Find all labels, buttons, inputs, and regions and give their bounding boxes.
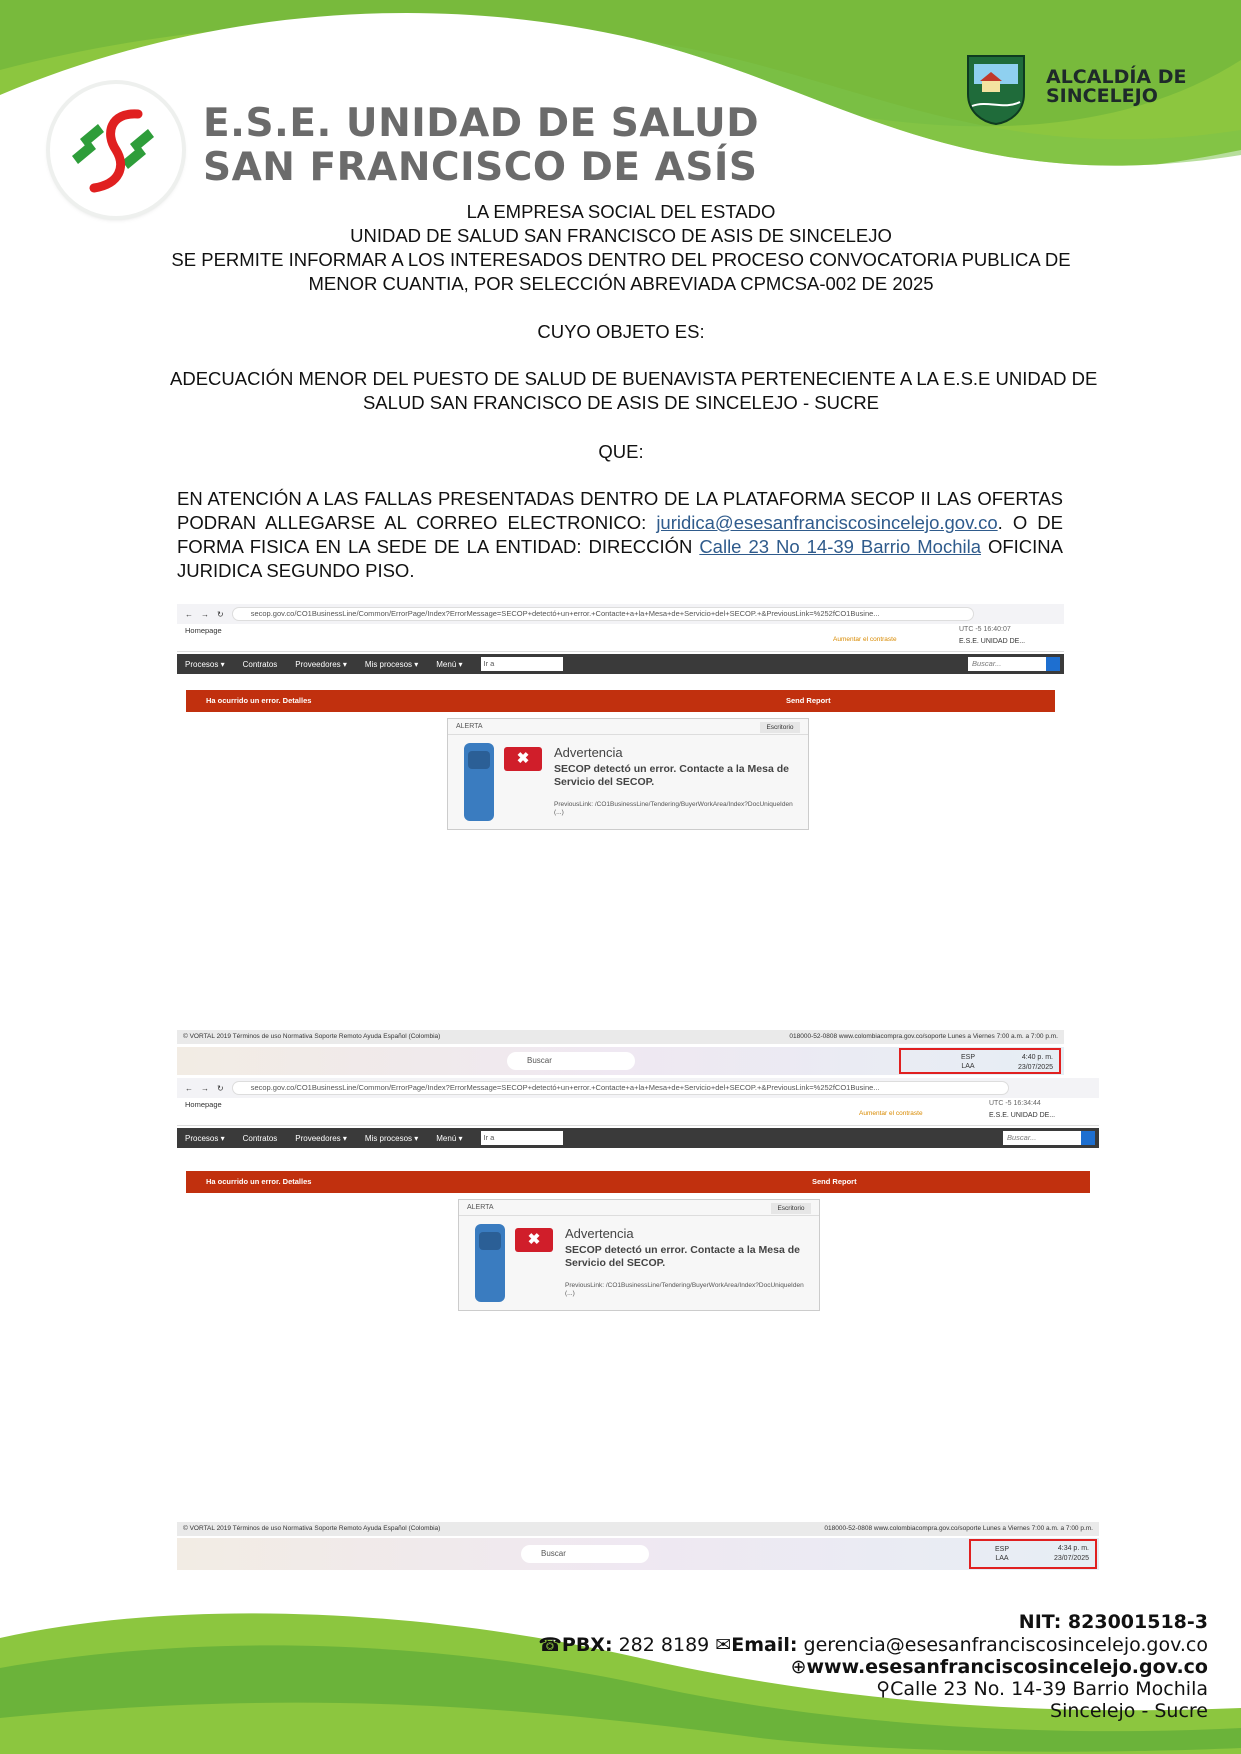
email-value[interactable]: gerencia@esesanfranciscosincelejo.gov.co bbox=[803, 1634, 1208, 1656]
nav-processes[interactable]: Procesos ▾ bbox=[185, 1133, 225, 1143]
nav-my-processes[interactable]: Mis procesos ▾ bbox=[364, 659, 419, 669]
browser-toolbar bbox=[177, 1078, 1099, 1098]
title-block bbox=[170, 200, 1072, 296]
pbx-value: 282 8189 bbox=[618, 1634, 710, 1656]
browser-toolbar bbox=[177, 604, 1064, 624]
send-report-link[interactable]: Send Report bbox=[812, 1177, 857, 1186]
notice-paragraph bbox=[177, 487, 1063, 583]
secop-error-screenshot-2 bbox=[177, 1078, 1099, 1572]
back-icon[interactable]: ← bbox=[185, 609, 193, 619]
org-name-line2: SAN FRANCISCO DE ASÍS bbox=[203, 145, 758, 190]
windows-taskbar bbox=[177, 1538, 1099, 1570]
object-line: SALUD SAN FRANCISCO DE ASIS DE SINCELEJO - SUCRE bbox=[362, 392, 880, 413]
goto-select[interactable]: Ir a bbox=[481, 657, 563, 671]
alert-title: Advertencia bbox=[554, 745, 623, 760]
address-link[interactable]: Calle 23 No 14-39 Barrio Mochila bbox=[699, 536, 981, 557]
system-tray[interactable] bbox=[969, 1539, 1097, 1569]
footer-city: Sincelejo - Sucre bbox=[1050, 1700, 1208, 1722]
homepage-image[interactable]: Homepage bbox=[185, 1100, 222, 1109]
reload-icon[interactable]: ↻ bbox=[217, 609, 224, 619]
title-line: MENOR CUANTIA, POR SELECCIÓN ABREVIADA CPMCSA-002 DE 2025 bbox=[308, 273, 934, 294]
tray-time: 4:40 p. m. bbox=[1021, 1054, 1053, 1061]
reload-icon[interactable]: ↻ bbox=[217, 1083, 224, 1093]
secop-footer bbox=[177, 1030, 1064, 1044]
nav-contracts[interactable]: Contratos bbox=[242, 659, 278, 669]
secop-top-bar bbox=[177, 1098, 1099, 1126]
pbx-label: PBX: bbox=[561, 1634, 613, 1656]
email-icon: ✉ bbox=[715, 1634, 732, 1656]
homepage-image[interactable]: Homepage bbox=[185, 626, 222, 635]
back-icon[interactable]: ← bbox=[185, 1083, 193, 1093]
forward-icon[interactable]: → bbox=[201, 1083, 209, 1093]
alert-box bbox=[447, 718, 809, 830]
footer-address-line bbox=[876, 1678, 1208, 1700]
address-bar[interactable]: secop.gov.co/CO1BusinessLine/Common/ErrorPage/Index?ErrorMessage=SECOP+detectó+un+error.+Contacte+a+la+Mesa+de+Servicio+del+SECOP.+&PreviousLink=%252fCO1Busine... bbox=[232, 607, 974, 621]
nav-menu[interactable]: Menú ▾ bbox=[436, 659, 463, 669]
email-label: Email: bbox=[731, 1634, 798, 1656]
taskbar-search[interactable]: Buscar bbox=[507, 1052, 635, 1070]
nav-contracts[interactable]: Contratos bbox=[242, 1133, 278, 1143]
tray-date: 23/07/2025 bbox=[1017, 1064, 1053, 1071]
nav-menu[interactable]: Menú ▾ bbox=[436, 1133, 463, 1143]
alert-tag: Escritorio bbox=[760, 722, 800, 733]
tray-time: 4:34 p. m. bbox=[1057, 1545, 1089, 1552]
globe-icon: ⊕ bbox=[790, 1656, 807, 1678]
send-report-link[interactable]: Send Report bbox=[786, 696, 831, 705]
ese-logo-icon bbox=[50, 84, 182, 216]
utc-time: UTC -5 16:34:44 bbox=[989, 1100, 1041, 1107]
footer-support: 018000-52-0808 www.colombiacompra.gov.co/soporte Lunes a Viernes 7:00 a.m. a 7:00 p.m. bbox=[824, 1525, 1093, 1532]
nav-suppliers[interactable]: Proveedores ▾ bbox=[295, 1133, 347, 1143]
alert-message: SECOP detectó un error. Contacte a la Mesa de Servicio del SECOP. bbox=[554, 763, 789, 788]
footer-nit: NIT: 823001518-3 bbox=[1018, 1611, 1208, 1633]
forward-icon[interactable]: → bbox=[201, 609, 209, 619]
object-line: ADECUACIÓN MENOR DEL PUESTO DE SALUD DE BUENAVISTA PERTENECIENTE A LA E.S.E UNIDAD DE bbox=[170, 368, 1098, 389]
error-bar bbox=[186, 1171, 1090, 1193]
nav-my-processes[interactable]: Mis procesos ▾ bbox=[364, 1133, 419, 1143]
title-line: LA EMPRESA SOCIAL DEL ESTADO bbox=[466, 201, 776, 222]
alert-title: Advertencia bbox=[565, 1226, 634, 1241]
title-line: SE PERMITE INFORMAR A LOS INTERESADOS DENTRO DEL PROCESO CONVOCATORIA PUBLICA DE bbox=[171, 249, 1071, 270]
error-x-icon: ✖ bbox=[515, 1228, 553, 1252]
org-name-line1: E.S.E. UNIDAD DE SALUD bbox=[203, 101, 760, 146]
title-line: UNIDAD DE SALUD SAN FRANCISCO DE ASIS DE SINCELEJO bbox=[350, 225, 892, 246]
goto-select[interactable]: Ir a bbox=[481, 1131, 563, 1145]
que-heading: QUE: bbox=[598, 441, 644, 462]
alert-previous-link: PreviousLink: /CO1BusinessLine/Tendering/BuyerWorkArea/Index?DocUniqueIden (...) bbox=[554, 801, 793, 816]
entity-dropdown[interactable]: E.S.E. UNIDAD DE... bbox=[989, 1112, 1056, 1119]
secop-nav bbox=[177, 654, 1064, 674]
website-link[interactable]: www.esesanfranciscosincelejo.gov.co bbox=[806, 1656, 1208, 1678]
alcaldia-label bbox=[1046, 68, 1186, 106]
nav-processes[interactable]: Procesos ▾ bbox=[185, 659, 225, 669]
contrast-link[interactable]: Aumentar el contraste bbox=[859, 1110, 923, 1117]
windows-taskbar bbox=[177, 1047, 1064, 1075]
robot-icon bbox=[464, 743, 494, 821]
address-bar[interactable]: secop.gov.co/CO1BusinessLine/Common/ErrorPage/Index?ErrorMessage=SECOP+detectó+un+error.+Contacte+a+la+Mesa+de+Servicio+del+SECOP.+&PreviousLink=%252fCO1Busine... bbox=[232, 1081, 1009, 1095]
contrast-link[interactable]: Aumentar el contraste bbox=[833, 636, 897, 643]
alert-tag: Escritorio bbox=[771, 1203, 811, 1214]
taskbar-search[interactable]: Buscar bbox=[521, 1545, 649, 1563]
alcaldia-line1: ALCALDÍA DE bbox=[1046, 66, 1187, 88]
tray-lang: ESP LAA bbox=[960, 1054, 975, 1070]
footer-contact-line bbox=[538, 1634, 1208, 1656]
footer-support: 018000-52-0808 www.colombiacompra.gov.co/soporte Lunes a Viernes 7:00 a.m. a 7:00 p.m. bbox=[789, 1033, 1058, 1040]
tray-lang: ESP LAA bbox=[994, 1546, 1009, 1562]
secop-search-input[interactable]: Buscar... bbox=[968, 657, 1058, 671]
footer-website-line bbox=[791, 1656, 1208, 1678]
system-tray[interactable] bbox=[899, 1048, 1061, 1074]
phone-icon: ☎ bbox=[538, 1634, 562, 1656]
alcaldia-line2: SINCELEJO bbox=[1046, 85, 1158, 107]
utc-time: UTC -5 16:40:07 bbox=[959, 626, 1011, 633]
sincelejo-seal-icon bbox=[958, 50, 1034, 126]
secop-search-input[interactable]: Buscar... bbox=[1003, 1131, 1093, 1145]
nav-suppliers[interactable]: Proveedores ▾ bbox=[295, 659, 347, 669]
location-pin-icon: ⚲ bbox=[876, 1678, 891, 1700]
object-block bbox=[170, 367, 1098, 415]
error-text[interactable]: Ha ocurrido un error. Detalles bbox=[206, 696, 312, 705]
error-bar bbox=[186, 690, 1055, 712]
secop-top-bar bbox=[177, 624, 1064, 652]
secop-nav bbox=[177, 1128, 1099, 1148]
secop-footer bbox=[177, 1522, 1099, 1536]
notice-text: EN ATENCIÓN A LAS FALLAS PRESENTADAS DENTRO DE LA PLATAFORMA SECOP II LAS OFERTAS PODRAN ALLEGARSE AL CORREO ELECTRONICO: bbox=[177, 488, 1063, 533]
notice-text: OFICINA JURIDICA SEGUNDO PISO. bbox=[177, 536, 1064, 581]
alert-box bbox=[458, 1199, 820, 1311]
footer-links[interactable]: © VORTAL 2019 Términos de uso Normativa Soporte Remoto Ayuda Español (Colombia) bbox=[183, 1033, 441, 1040]
tray-date: 23/07/2025 bbox=[1053, 1555, 1089, 1562]
notice-text: . O DE FORMA FISICA EN LA SEDE DE LA ENTIDAD: DIRECCIÓN bbox=[177, 512, 1063, 557]
object-heading: CUYO OBJETO ES: bbox=[537, 321, 705, 342]
robot-icon bbox=[475, 1224, 505, 1302]
alert-label: ALERTA bbox=[459, 1200, 819, 1216]
error-x-icon: ✖ bbox=[504, 747, 542, 771]
footer-address: Calle 23 No. 14-39 Barrio Mochila bbox=[890, 1678, 1208, 1700]
alert-label: ALERTA bbox=[448, 719, 808, 735]
footer-links[interactable]: © VORTAL 2019 Términos de uso Normativa Soporte Remoto Ayuda Español (Colombia) bbox=[183, 1525, 441, 1532]
error-text[interactable]: Ha ocurrido un error. Detalles bbox=[206, 1177, 312, 1186]
alert-message: SECOP detectó un error. Contacte a la Mesa de Servicio del SECOP. bbox=[565, 1244, 800, 1269]
legal-email-link[interactable]: juridica@esesanfranciscosincelejo.gov.co bbox=[656, 512, 998, 533]
secop-error-screenshot-1 bbox=[177, 604, 1064, 1076]
entity-dropdown[interactable]: E.S.E. UNIDAD DE... bbox=[959, 638, 1026, 645]
alert-previous-link: PreviousLink: /CO1BusinessLine/Tendering/BuyerWorkArea/Index?DocUniqueIden (...) bbox=[565, 1282, 804, 1297]
